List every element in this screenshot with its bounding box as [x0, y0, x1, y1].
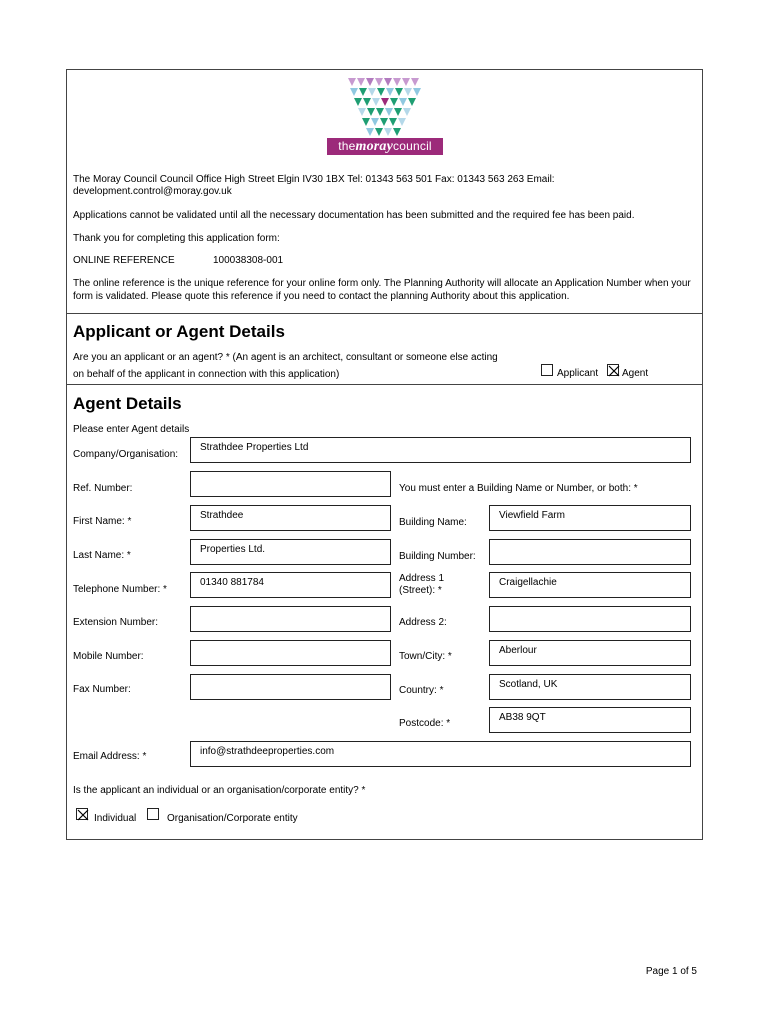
online-reference-value: 100038308-001	[213, 255, 284, 266]
first-name-field[interactable]: Strathdee	[190, 505, 391, 531]
contact-info: The Moray Council Council Office High Street Elgin IV30 1BX Tel: 01343 563 501 Fax: 01343 563 263 Email:	[73, 174, 555, 185]
checkbox-cross-icon	[77, 809, 89, 821]
organisation-label: Organisation/Corporate entity	[167, 813, 298, 824]
agent-checkbox[interactable]	[607, 364, 619, 376]
extension-field[interactable]	[190, 606, 391, 632]
building-name-field[interactable]: Viewfield Farm	[489, 505, 691, 531]
last-name-field[interactable]: Properties Ltd.	[190, 539, 391, 565]
contact-email: development.control@moray.gov.uk	[73, 186, 232, 197]
organisation-checkbox[interactable]	[147, 808, 159, 820]
town-label: Town/City: *	[399, 651, 452, 662]
ref-number-label: Ref. Number:	[73, 483, 133, 494]
agent-section-title: Agent Details	[73, 394, 182, 413]
fax-field[interactable]	[190, 674, 391, 700]
building-name-label: Building Name:	[399, 517, 467, 528]
postcode-field[interactable]: AB38 9QT	[489, 707, 691, 733]
fax-label: Fax Number:	[73, 684, 131, 695]
country-field[interactable]: Scotland, UK	[489, 674, 691, 700]
reference-note: The online reference is the unique reference for your online form only. The Planning Authority will allocate an Application Number when your form is validated. Please quote this reference if you need to contact the planning Authority about this application.	[73, 278, 691, 302]
agent-label: Agent	[622, 368, 649, 379]
building-number-label: Building Number:	[399, 551, 476, 562]
building-number-field[interactable]	[489, 539, 691, 565]
online-reference-label: ONLINE REFERENCE	[73, 255, 175, 266]
first-name-label: First Name: *	[73, 516, 132, 527]
section-divider	[66, 384, 703, 385]
address1-field[interactable]: Craigellachie	[489, 572, 691, 598]
individual-label: Individual	[94, 813, 137, 824]
applicant-label: Applicant	[557, 368, 599, 379]
town-field[interactable]: Aberlour	[489, 640, 691, 666]
company-label: Company/Organisation:	[73, 449, 179, 460]
postcode-label: Postcode: *	[399, 718, 451, 729]
section-divider	[66, 313, 703, 314]
thanks-text: Thank you for completing this application form:	[73, 233, 280, 244]
email-label: Email Address: *	[73, 751, 147, 762]
applicant-checkbox[interactable]	[541, 364, 553, 376]
agent-instructions: Please enter Agent details	[73, 424, 190, 435]
moray-council-logo	[348, 78, 422, 136]
logo-name: moray	[355, 139, 394, 154]
country-label: Country: *	[399, 685, 444, 696]
address1-label-street: (Street): *	[399, 585, 442, 596]
individual-checkbox[interactable]	[76, 808, 88, 820]
mobile-field[interactable]	[190, 640, 391, 666]
address1-label: Address 1	[399, 573, 445, 584]
entity-question: Is the applicant an individual or an organisation/corporate entity? *	[73, 785, 366, 796]
ref-number-field[interactable]	[190, 471, 391, 497]
address2-field[interactable]	[489, 606, 691, 632]
company-field[interactable]: Strathdee Properties Ltd	[190, 437, 691, 463]
telephone-field[interactable]: 01340 881784	[190, 572, 391, 598]
last-name-label: Last Name: *	[73, 550, 131, 561]
building-note: You must enter a Building Name or Number, or both: *	[399, 483, 638, 494]
mobile-label: Mobile Number:	[73, 651, 144, 662]
address2-label: Address 2:	[399, 617, 447, 628]
logo-suffix: council	[393, 139, 432, 153]
validation-note: Applications cannot be validated until all the necessary documentation has been submitted and the required fee has been paid.	[73, 210, 635, 221]
page-number: Page 1 of 5	[645, 966, 697, 977]
checkbox-cross-icon	[608, 365, 620, 377]
applicant-section-title: Applicant or Agent Details	[73, 322, 285, 341]
email-field[interactable]: info@strathdeeproperties.com	[190, 741, 691, 767]
logo-prefix: the	[338, 139, 356, 153]
extension-label: Extension Number:	[73, 617, 159, 628]
logo-wordmark	[327, 138, 443, 155]
telephone-label: Telephone Number: *	[73, 584, 167, 595]
applicant-question-line1: Are you an applicant or an agent? * (An agent is an architect, consultant or someone else acting	[73, 352, 498, 363]
applicant-question-line2: on behalf of the applicant in connection with this application)	[73, 369, 340, 380]
